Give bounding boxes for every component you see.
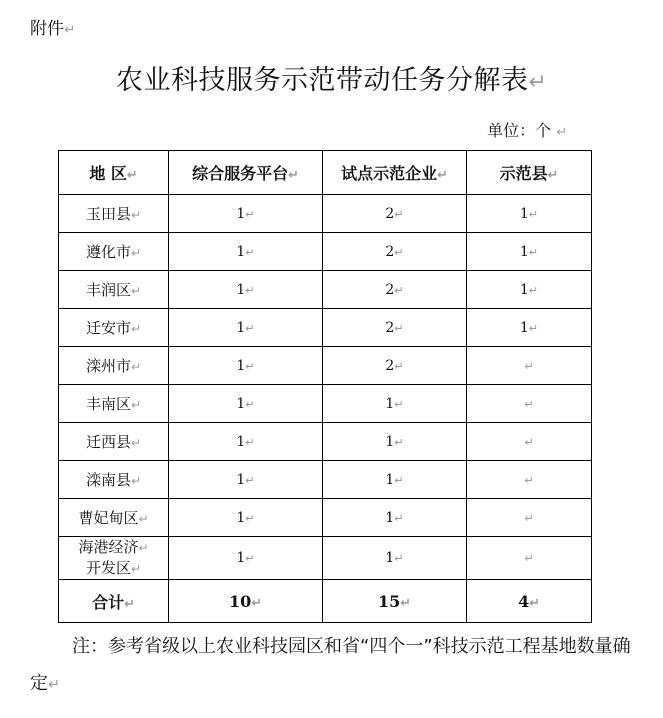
paragraph-mark-icon: ↵ — [437, 168, 448, 183]
platform-cell: 1↵ — [169, 385, 323, 423]
county-cell — [467, 537, 592, 580]
paragraph-mark-icon: ↵ — [556, 125, 567, 140]
paragraph-mark-icon: ↵ — [130, 474, 142, 488]
table-row — [59, 537, 592, 580]
paragraph-mark-icon: ↵ — [245, 435, 255, 449]
paragraph-mark-icon: ↵ — [394, 511, 404, 525]
paragraph-mark-icon: ↵ — [528, 207, 539, 221]
region-cell: 滦南县↵ — [59, 461, 169, 499]
county-cell: 1↵ — [467, 233, 592, 271]
paragraph-mark-icon: ↵ — [130, 246, 142, 260]
region-cell: 滦州市↵ — [59, 347, 169, 385]
paragraph-mark-icon: ↵ — [394, 359, 404, 373]
table-row — [59, 233, 592, 271]
region-cell: 遵化市↵ — [59, 233, 169, 271]
county-cell — [467, 423, 592, 461]
platform-cell: 1↵ — [169, 233, 323, 271]
paragraph-mark-icon: ↵ — [524, 473, 534, 487]
platform-cell: 1↵ — [169, 195, 323, 233]
paragraph-mark-icon: ↵ — [394, 435, 404, 449]
table-row — [59, 385, 592, 423]
paragraph-mark-icon: ↵ — [547, 168, 559, 183]
paragraph-mark-icon: ↵ — [524, 359, 534, 373]
table-row — [59, 347, 592, 385]
paragraph-mark-icon: ↵ — [394, 552, 404, 565]
enterprise-cell: 1↵ — [323, 461, 467, 499]
paragraph-mark-icon: ↵ — [245, 207, 255, 221]
document-title: 农业科技服务示范带动任务分解表↵ — [115, 65, 548, 96]
paragraph-mark-icon: ↵ — [64, 22, 76, 38]
platform-cell: 1↵ — [169, 537, 323, 580]
table-row — [59, 271, 592, 309]
paragraph-mark-icon: ↵ — [130, 284, 142, 298]
enterprise-cell: 1↵ — [323, 537, 467, 580]
paragraph-mark-icon: ↵ — [524, 435, 534, 449]
paragraph-mark-icon: ↵ — [130, 562, 142, 576]
table-row — [59, 423, 592, 461]
paragraph-mark-icon: ↵ — [48, 677, 61, 693]
task-breakdown-table — [58, 150, 592, 623]
paragraph-mark-icon: ↵ — [524, 511, 534, 525]
paragraph-mark-icon: ↵ — [130, 436, 142, 450]
region-cell: 丰南区↵ — [59, 385, 169, 423]
platform-cell: 1↵ — [169, 271, 323, 309]
region-cell: 海港经济↵ 开发区↵ — [59, 537, 169, 580]
enterprise-cell: 2↵ — [323, 309, 467, 347]
enterprise-cell: 2↵ — [323, 195, 467, 233]
header-county: 示范县↵ — [467, 151, 592, 195]
county-cell — [467, 385, 592, 423]
county-cell: 1↵ — [467, 309, 592, 347]
paragraph-mark-icon: ↵ — [528, 245, 539, 259]
platform-cell: 1↵ — [169, 309, 323, 347]
enterprise-cell: 2↵ — [323, 271, 467, 309]
paragraph-mark-icon: ↵ — [529, 595, 540, 611]
paragraph-mark-icon: ↵ — [130, 360, 142, 374]
paragraph-mark-icon: ↵ — [245, 283, 255, 297]
platform-cell: 1↵ — [169, 423, 323, 461]
paragraph-mark-icon: ↵ — [394, 397, 404, 411]
paragraph-mark-icon: ↵ — [245, 321, 255, 335]
enterprise-cell: 1↵ — [323, 423, 467, 461]
total-platform-cell: 10↵ — [169, 580, 323, 623]
table-total-row — [59, 580, 592, 623]
region-cell: 迁西县↵ — [59, 423, 169, 461]
county-cell — [467, 499, 592, 537]
paragraph-mark-icon: ↵ — [524, 552, 534, 565]
paragraph-mark-icon: ↵ — [130, 322, 142, 336]
paragraph-mark-icon: ↵ — [138, 541, 149, 555]
paragraph-mark-icon: ↵ — [130, 398, 142, 412]
paragraph-mark-icon: ↵ — [528, 70, 548, 95]
footnote: 注：参考省级以上农业科技园区和省“四个一”科技示范工程基地数量确定↵ — [30, 636, 631, 694]
paragraph-mark-icon: ↵ — [394, 321, 404, 335]
paragraph-mark-icon: ↵ — [126, 168, 138, 183]
county-cell: 1↵ — [467, 195, 592, 233]
enterprise-cell: 2↵ — [323, 347, 467, 385]
region-cell: 迁安市↵ — [59, 309, 169, 347]
paragraph-mark-icon: ↵ — [245, 397, 255, 411]
paragraph-mark-icon: ↵ — [138, 512, 149, 526]
table-row — [59, 195, 592, 233]
paragraph-mark-icon: ↵ — [394, 245, 404, 259]
paragraph-mark-icon: ↵ — [245, 245, 255, 259]
county-cell — [467, 461, 592, 499]
enterprise-cell: 1↵ — [323, 385, 467, 423]
county-cell: 1↵ — [467, 271, 592, 309]
header-region: 地 区↵ — [59, 151, 169, 195]
region-cell: 曹妃甸区↵ — [59, 499, 169, 537]
paragraph-mark-icon: ↵ — [251, 595, 262, 611]
paragraph-mark-icon: ↵ — [245, 359, 255, 373]
total-enterprise-cell: 15↵ — [323, 580, 467, 623]
unit-label: 单位：个 ↵ — [487, 121, 567, 140]
paragraph-mark-icon: ↵ — [130, 208, 142, 222]
paragraph-mark-icon: ↵ — [400, 595, 411, 611]
paragraph-mark-icon: ↵ — [528, 321, 539, 335]
paragraph-mark-icon: ↵ — [245, 552, 255, 565]
attachment-label: 附件↵ — [30, 19, 76, 39]
paragraph-mark-icon: ↵ — [524, 397, 534, 411]
region-cell: 玉田县↵ — [59, 195, 169, 233]
table-row — [59, 461, 592, 499]
total-county-cell: 4↵ — [467, 580, 592, 623]
table-header-row — [59, 151, 592, 195]
total-label-cell: 合计↵ — [59, 580, 169, 623]
paragraph-mark-icon: ↵ — [394, 207, 404, 221]
paragraph-mark-icon: ↵ — [124, 596, 135, 612]
table-body — [59, 195, 592, 623]
table-row — [59, 499, 592, 537]
paragraph-mark-icon: ↵ — [245, 473, 255, 487]
paragraph-mark-icon: ↵ — [394, 283, 404, 297]
region-cell: 丰润区↵ — [59, 271, 169, 309]
platform-cell: 1↵ — [169, 461, 323, 499]
county-cell — [467, 347, 592, 385]
paragraph-mark-icon: ↵ — [528, 283, 539, 297]
header-platform: 综合服务平台↵ — [169, 151, 323, 195]
platform-cell: 1↵ — [169, 499, 323, 537]
table-row — [59, 309, 592, 347]
paragraph-mark-icon: ↵ — [288, 168, 299, 183]
enterprise-cell: 2↵ — [323, 233, 467, 271]
enterprise-cell: 1↵ — [323, 499, 467, 537]
header-enterprise: 试点示范企业↵ — [323, 151, 467, 195]
paragraph-mark-icon: ↵ — [245, 511, 255, 525]
paragraph-mark-icon: ↵ — [394, 473, 404, 487]
platform-cell: 1↵ — [169, 347, 323, 385]
